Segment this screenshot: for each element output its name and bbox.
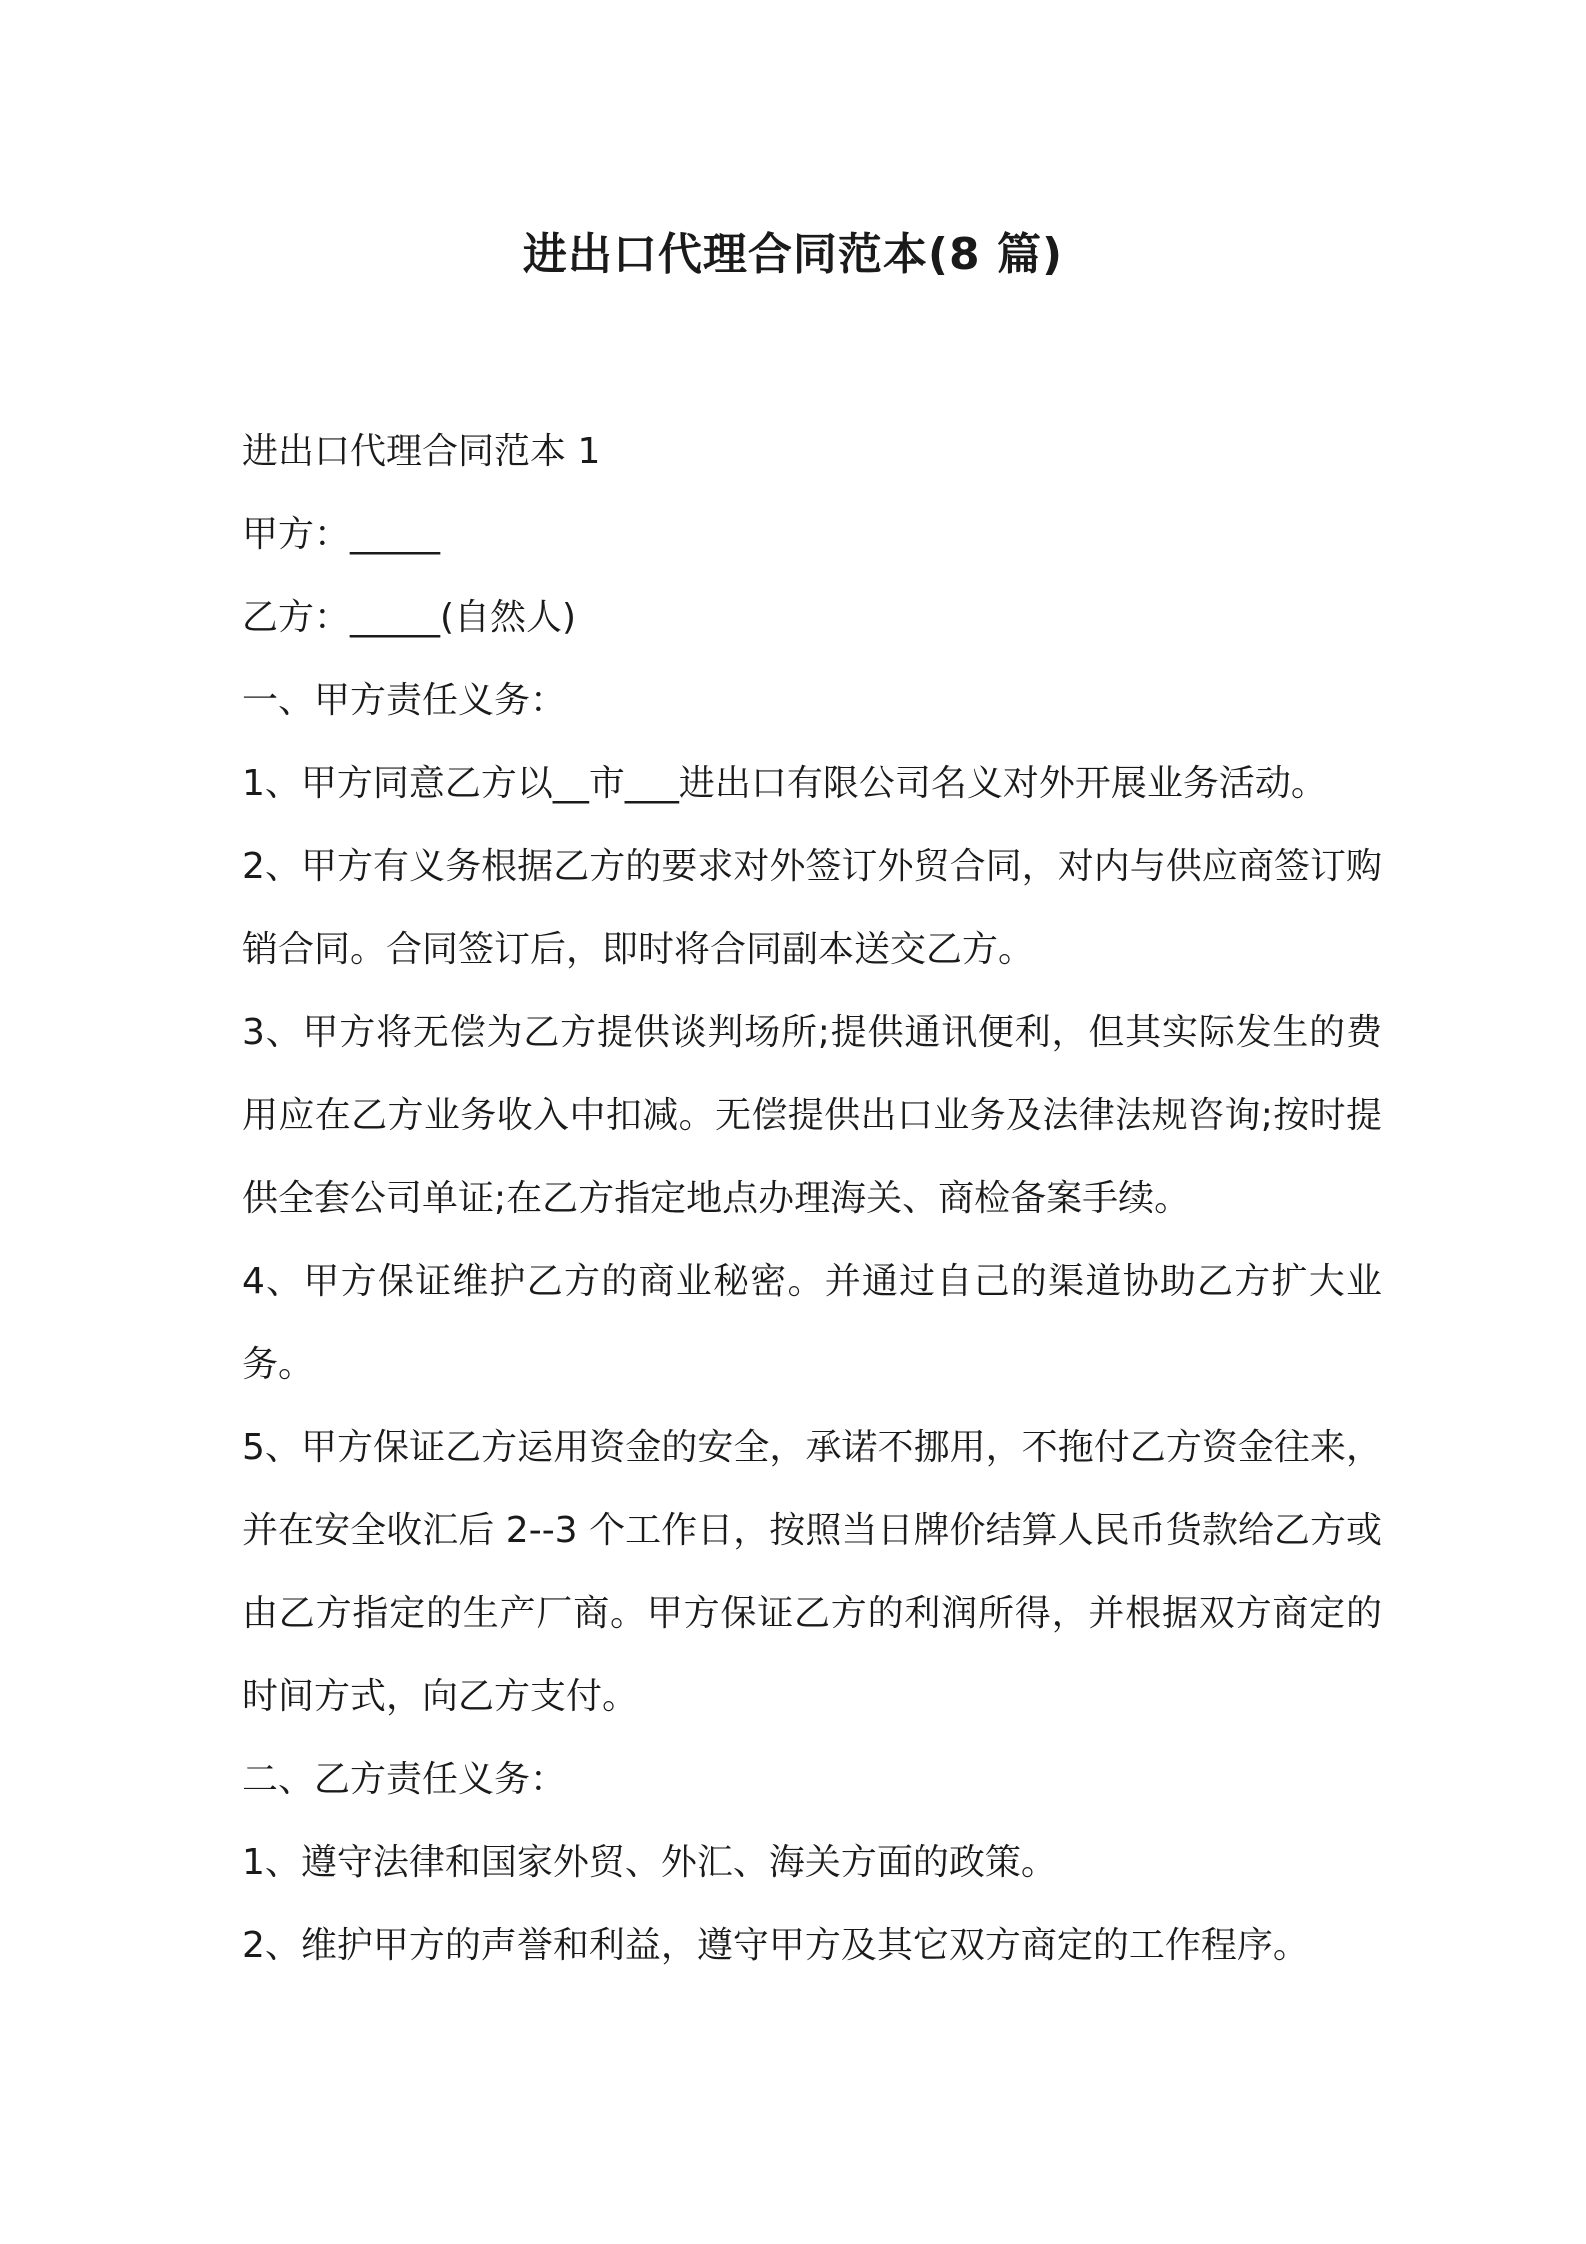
document-body [242,410,1382,1987]
party-a-duty-2: 2、甲方有义务根据乙方的要求对外签订外贸合同，对内与供应商签订购销合同。合同签订后，即时将合同副本送交乙方。 [242,846,1382,970]
document-title: 进出口代理合同范本(8 篇) [522,229,1064,280]
contract-heading: 进出口代理合同范本 1 [242,431,601,472]
party-a-duty-5: 5、甲方保证乙方运用资金的安全，承诺不挪用，不拖付乙方资金往来，并在安全收汇后 2--3 个工作日，按照当日牌价结算人民币货款给乙方或由乙方指定的生产厂商。甲方保证乙方的利润所得，并根据双方商定的时间方式，向乙方支付。 [242,1427,1382,1717]
party-b-duty-1: 1、遵守法律和国家外贸、外汇、海关方面的政策。 [242,1842,1057,1883]
section-heading-party-b-duties: 二、乙方责任义务： [242,1759,567,1800]
party-a-duty-1: 1、甲方同意乙方以__市___进出口有限公司名义对外开展业务活动。 [242,763,1327,804]
party-a-duty-4: 4、甲方保证维护乙方的商业秘密。并通过自己的渠道协助乙方扩大业务。 [242,1261,1382,1385]
party-b-duty-2: 2、维护甲方的声誉和利益，遵守甲方及其它双方商定的工作程序。 [242,1925,1309,1966]
section-heading-party-a-duties: 一、甲方责任义务： [242,680,567,721]
party-a-line: 甲方：_____ [242,514,441,555]
party-b-line: 乙方：_____(自然人) [242,597,577,638]
party-a-duty-3: 3、甲方将无偿为乙方提供谈判场所;提供通讯便利，但其实际发生的费用应在乙方业务收入中扣减。无偿提供出口业务及法律法规咨询;按时提供全套公司单证;在乙方指定地点办理海关、商检备案手续。 [242,1012,1382,1219]
